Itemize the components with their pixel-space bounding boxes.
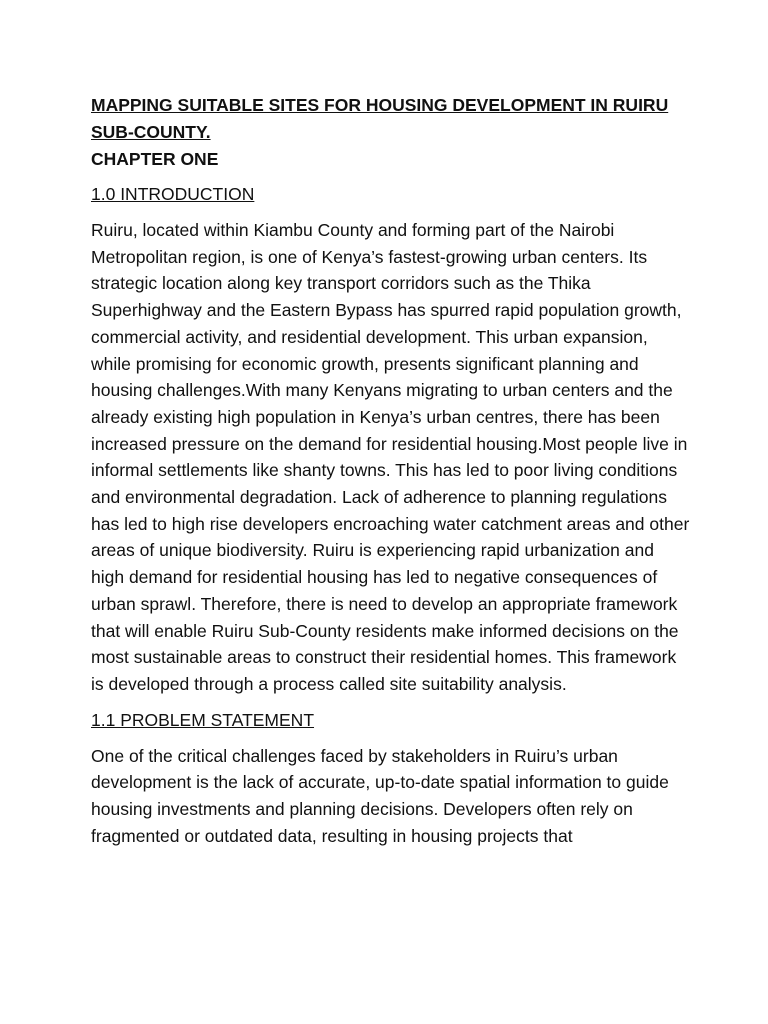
introduction-paragraph: Ruiru, located within Kiambu County and forming part of the Nairobi Metropolitan region, is one of Kenya’s fastest-growing urban centers. Its strategic location along key transport corridors such as the Thika Superhighway and the Eastern Bypass has spurred rapid population growth, commercial activity, and residential development. This urban expansion, while promising for economic growth, presents significant planning and housing challenges.With many Kenyans migrating to urban centers and the already existing high population in Kenya’s urban centres, there has been increased pressure on the demand for residential housing.Most people live in informal settlements like shanty towns. This has led to poor living conditions and environmental degradation. Lack of adherence to planning regulations has led to high rise developers encroaching water catchment areas and other areas of unique biodiversity. Ruiru is experiencing rapid urbanization and high demand for residential housing has led to negative consequences of urban sprawl. Therefore, there is need to develop an appropriate framework that will enable Ruiru Sub-County residents make informed decisions on the most sustainable areas to construct their residential homes. This framework is developed through a process called site suitability analysis.	[91, 220, 690, 694]
section-heading-introduction: 1.0 INTRODUCTION	[91, 184, 255, 204]
chapter-heading: CHAPTER ONE	[91, 149, 219, 169]
document-page	[91, 92, 691, 858]
problem-statement-paragraph: One of the critical challenges faced by stakeholders in Ruiru’s urban development is the lack of accurate, up-to-date spatial information to guide housing investments and planning decisions. Developers often rely on fragmented or outdated data, resulting in housing projects that	[91, 745, 669, 846]
document-title: MAPPING SUITABLE SITES FOR HOUSING DEVELOPMENT IN RUIRU SUB-COUNTY.	[91, 95, 669, 142]
section-heading-problem-statement: 1.1 PROBLEM STATEMENT	[91, 709, 315, 730]
